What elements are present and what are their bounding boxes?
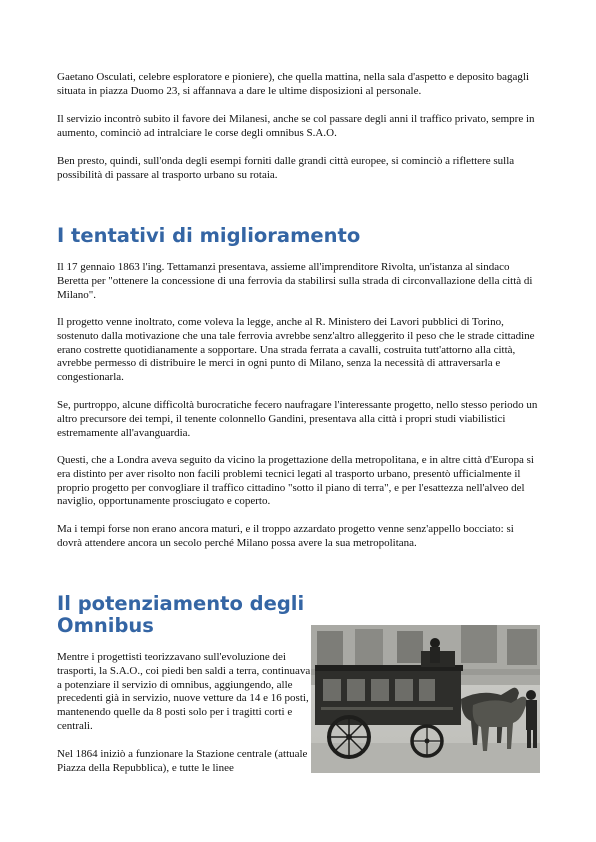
paragraph-sao: Mentre i progettisti teorizzavano sull'evoluzione dei trasporti, la S.A.O., coi piedi ben saldi a terra, continuava a potenziare il servizio di omnibus, aggiungendo, alle precedenti già in servizio, nuove vetture da 14 e 16 posti, mantenendo quelle da 8 posti solo per i tragitti corti e centrali. bbox=[57, 651, 311, 732]
horse-drawn-omnibus-photo bbox=[311, 625, 540, 773]
paragraph-londra: Questi, che a Londra aveva seguito da vicino la progettazione della metropolitana, e in altre città d'Europa si era distinto per aver risolto non facili problemi tecnici legati al trasporto urbano, presentò ufficialmente il proprio progetto per convogliare il traffico cittadino "sotto il piano di terra", e per l'esattezza nell'alveo del naviglio, opportunamente prosciugato e coperto. bbox=[57, 454, 534, 508]
paragraph-metropolitana: Ma i tempi forse non erano ancora maturi, e il troppo azzardato progetto venne senz'appello bocciato: si dovrà attendere ancora un secolo perché Milano possa avere la sua metropolitana. bbox=[57, 523, 514, 549]
section-heading-omnibus bbox=[57, 593, 304, 637]
paragraph-rotaia: Ben presto, quindi, sull'onda degli esempi forniti dalle grandi città europee, si cominciò a riflettere sulla possibilità di passare al trasporto urbano su rotaia. bbox=[57, 155, 515, 181]
section-heading-omnibus-line2: Omnibus bbox=[57, 614, 154, 637]
omnibus-photo-icon bbox=[311, 625, 540, 773]
paragraph-servizio: Il servizio incontrò subito il favore dei Milanesi, anche se col passare degli anni il traffico privato, sempre in aumento, cominciò ad intralciare le corse degli omnibus S.A.O. bbox=[57, 113, 535, 139]
section-heading-tentativi: I tentativi di miglioramento bbox=[57, 224, 361, 247]
paragraph-ministero: Il progetto venne inoltrato, come voleva la legge, anche al R. Ministero dei Lavori pubblici di Torino, sostenuto dalla motivazione che una tale ferrovia avrebbe senz'altro alleggerito il peso che le strade cittadine erano costrette quotidianamente a sopportare. Una strada ferrata a cavalli, costruita tutt'attorno alla città, avrebbe permesso di distribuire le merci in ogni punto di Milano, senza la necessità di attraversarla e congestionarla. bbox=[57, 316, 535, 384]
paragraph-stazione: Nel 1864 iniziò a funzionare la Stazione centrale (attuale Piazza della Repubblica), e tutte le linee bbox=[57, 748, 308, 774]
section-heading-omnibus-line1: Il potenziamento degli bbox=[57, 592, 305, 615]
paragraph-gandini: Se, purtroppo, alcune difficoltà burocratiche fecero naufragare l'interessante progetto, nello stesso periodo un altro precursore dei tempi, il tenente colonnello Gandini, presentava alla città i propri studi viabilistici estremamente all'avanguardia. bbox=[57, 399, 538, 439]
paragraph-tettamanzi: Il 17 gennaio 1863 l'ing. Tettamanzi presentava, assieme all'imprenditore Rivolta, un'istanza al sindaco Beretta per "ottenere la concessione di una ferrovia da stabilirsi sulla strada di circonvallazione della città di Milano". bbox=[57, 261, 533, 301]
paragraph-osculati: Gaetano Osculati, celebre esploratore e pioniere), che quella mattina, nella sala d'aspetto e deposito bagagli situata in piazza Duomo 23, si affannava a dare le ultime disposizioni al personale. bbox=[57, 71, 530, 97]
